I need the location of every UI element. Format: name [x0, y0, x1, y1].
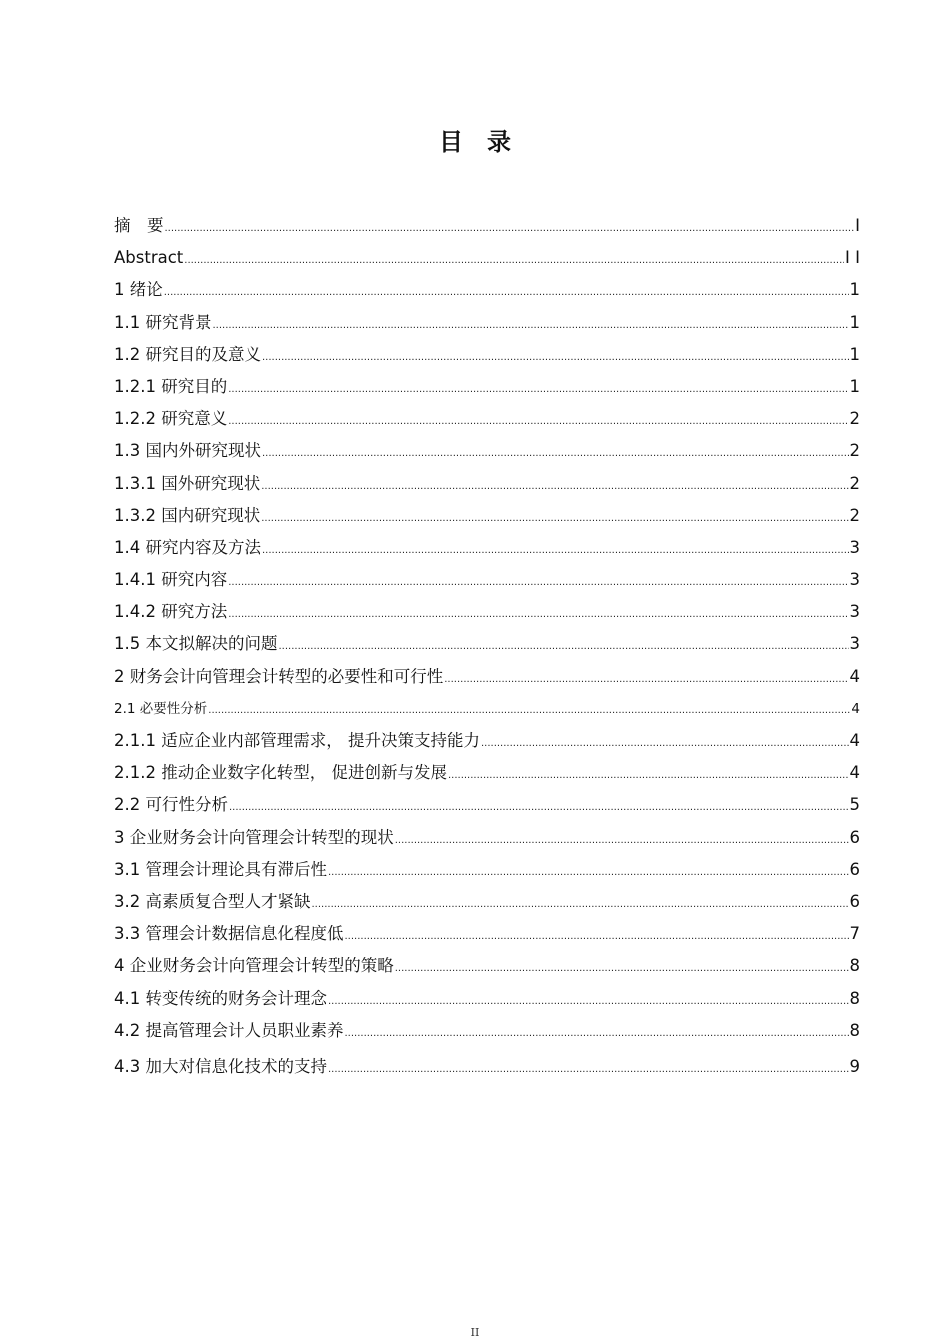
toc-dot-leader: [345, 918, 849, 953]
toc-entry-page: 1: [849, 376, 860, 396]
toc-entry-label: 1.2.2 研究意义: [114, 409, 228, 429]
toc-entry-4-2[interactable]: [114, 1015, 860, 1047]
toc-entry-2-2[interactable]: [114, 789, 860, 821]
toc-entry-label: 1.2 研究目的及意义: [114, 344, 261, 364]
toc-entry-3[interactable]: [114, 822, 860, 854]
toc-entry-3-3[interactable]: [114, 918, 860, 950]
toc-entry-label: 4 企业财务会计向管理会计转型的策略: [114, 956, 394, 976]
toc-entry-page: 7: [849, 924, 860, 944]
toc-entry-1-5[interactable]: [114, 628, 860, 660]
toc-dot-leader: [345, 1015, 849, 1050]
toc-entry-label: 摘 要: [114, 216, 164, 235]
toc-entry-page: 1: [849, 344, 860, 364]
toc-dot-leader: [395, 950, 849, 985]
toc-entry-label: 1.3 国内外研究现状: [114, 441, 261, 461]
toc-entry-label: 1.2.1 研究目的: [114, 376, 228, 396]
toc-entry-page: 6: [849, 859, 860, 879]
toc-entry-page: 4: [849, 763, 860, 783]
toc-dot-leader: [228, 371, 848, 406]
toc-entry-label: 2.1.2 推动企业数字化转型， 促进创新与发展: [114, 763, 447, 783]
toc-dot-leader: [261, 468, 848, 503]
toc-entry-label: 2.1.1 适应企业内部管理需求， 提升决策支持能力: [114, 731, 480, 750]
toc-entry-4-1[interactable]: [114, 983, 860, 1015]
toc-entry-page: 6: [849, 891, 860, 911]
toc-entry-label: 3.2 高素质复合型人才紧缺: [114, 891, 311, 911]
toc-entry-label: 3.3 管理会计数据信息化程度低: [114, 924, 344, 944]
toc-entry-page: I: [855, 216, 860, 235]
toc-dot-leader: [184, 242, 844, 277]
toc-entry-4-3[interactable]: [114, 1051, 860, 1083]
toc-dot-leader: [228, 596, 848, 631]
toc-entry-label: 1.3.1 国外研究现状: [114, 473, 261, 493]
toc-entry-page: 3: [849, 537, 860, 557]
toc-entry-1[interactable]: [114, 274, 860, 306]
toc-entry-label: Abstract: [114, 248, 184, 268]
toc-entry-label: 1.4 研究内容及方法: [114, 537, 261, 557]
toc-dot-leader: [165, 210, 855, 245]
toc-entry-1-4[interactable]: [114, 532, 860, 564]
toc-entry-1-2[interactable]: [114, 339, 860, 371]
toc-entry-label: 4.2 提高管理会计人员职业素养: [114, 1020, 344, 1040]
toc-dot-leader: [228, 564, 848, 599]
toc-dot-leader: [262, 532, 849, 567]
toc-entry-1-2-1[interactable]: [114, 371, 860, 403]
toc-dot-leader: [208, 693, 850, 727]
toc-entry-page: 2: [849, 473, 860, 493]
toc-entry-1-4-1[interactable]: [114, 564, 860, 596]
toc-dot-leader: [444, 661, 848, 696]
toc-dot-leader: [395, 822, 849, 857]
toc-entry-label: 2.2 可行性分析: [114, 795, 228, 815]
toc-entry-label: 4.3 加大对信息化技术的支持: [114, 1056, 327, 1076]
toc-entry-2-1[interactable]: [114, 693, 860, 725]
toc-entry-page: 1: [849, 312, 860, 332]
toc-entry-1-4-2[interactable]: [114, 596, 860, 628]
toc-entry-page: 9: [849, 1056, 860, 1076]
toc-entry-page: 8: [849, 956, 860, 976]
toc-dot-leader: [328, 983, 849, 1018]
toc-dot-leader: [261, 500, 848, 535]
toc-entry-label: 1.3.2 国内研究现状: [114, 505, 261, 525]
toc-entry-abstract-en[interactable]: [114, 242, 860, 274]
toc-entry-2-1-2[interactable]: [114, 757, 860, 789]
toc-entry-page: 3: [849, 602, 860, 622]
toc-entry-page: 1: [849, 280, 860, 300]
toc-dot-leader: [262, 435, 849, 470]
toc-entry-page: 4: [849, 666, 860, 686]
toc-entry-page: 6: [849, 827, 860, 847]
toc-entry-2-1-1[interactable]: [114, 725, 860, 757]
toc-entry-page: 4: [849, 731, 860, 750]
toc-dot-leader: [448, 757, 849, 792]
toc-entry-label: 1.1 研究背景: [114, 312, 212, 332]
toc-entry-abstract-cn[interactable]: [114, 210, 860, 242]
toc-entry-label: 2.1 必要性分析: [114, 700, 208, 717]
toc-entry-page: 5: [849, 795, 860, 815]
page-number: II: [470, 1326, 480, 1339]
toc-entry-page: 4: [851, 700, 860, 717]
toc-entry-label: 1.5 本文拟解决的问题: [114, 634, 278, 654]
toc-entry-page: I I: [845, 248, 860, 268]
toc-entry-1-1[interactable]: [114, 307, 860, 339]
toc-entry-1-2-2[interactable]: [114, 403, 860, 435]
toc-dot-leader: [481, 725, 849, 760]
toc-entry-label: 2 财务会计向管理会计转型的必要性和可行性: [114, 666, 444, 686]
toc-dot-leader: [279, 628, 849, 663]
toc-dot-leader: [328, 1051, 849, 1086]
toc-entry-2[interactable]: [114, 661, 860, 693]
table-of-contents: [114, 210, 860, 1083]
toc-dot-leader: [164, 274, 849, 309]
toc-dot-leader: [328, 854, 849, 889]
toc-entry-label: 3.1 管理会计理论具有滞后性: [114, 859, 327, 879]
toc-entry-page: 8: [849, 1020, 860, 1040]
toc-entry-page: 3: [849, 634, 860, 654]
toc-dot-leader: [312, 886, 849, 921]
toc-entry-label: 4.1 转变传统的财务会计理念: [114, 988, 327, 1008]
toc-entry-3-2[interactable]: [114, 886, 860, 918]
toc-entry-1-3-2[interactable]: [114, 500, 860, 532]
toc-dot-leader: [229, 789, 849, 824]
toc-entry-1-3[interactable]: [114, 435, 860, 467]
toc-dot-leader: [228, 403, 848, 438]
toc-entry-1-3-1[interactable]: [114, 468, 860, 500]
toc-entry-4[interactable]: [114, 950, 860, 982]
toc-entry-label: 1 绪论: [114, 280, 163, 300]
toc-entry-page: 2: [849, 441, 860, 461]
toc-entry-label: 1.4.2 研究方法: [114, 602, 228, 622]
toc-entry-page: 3: [849, 570, 860, 590]
toc-entry-3-1[interactable]: [114, 854, 860, 886]
toc-dot-leader: [262, 339, 849, 374]
toc-entry-page: 8: [849, 988, 860, 1008]
toc-entry-page: 2: [849, 505, 860, 525]
page-title: 目 录: [439, 128, 511, 156]
toc-entry-label: 1.4.1 研究内容: [114, 570, 228, 590]
toc-entry-label: 3 企业财务会计向管理会计转型的现状: [114, 827, 394, 847]
toc-entry-page: 2: [849, 409, 860, 429]
toc-dot-leader: [213, 307, 849, 342]
